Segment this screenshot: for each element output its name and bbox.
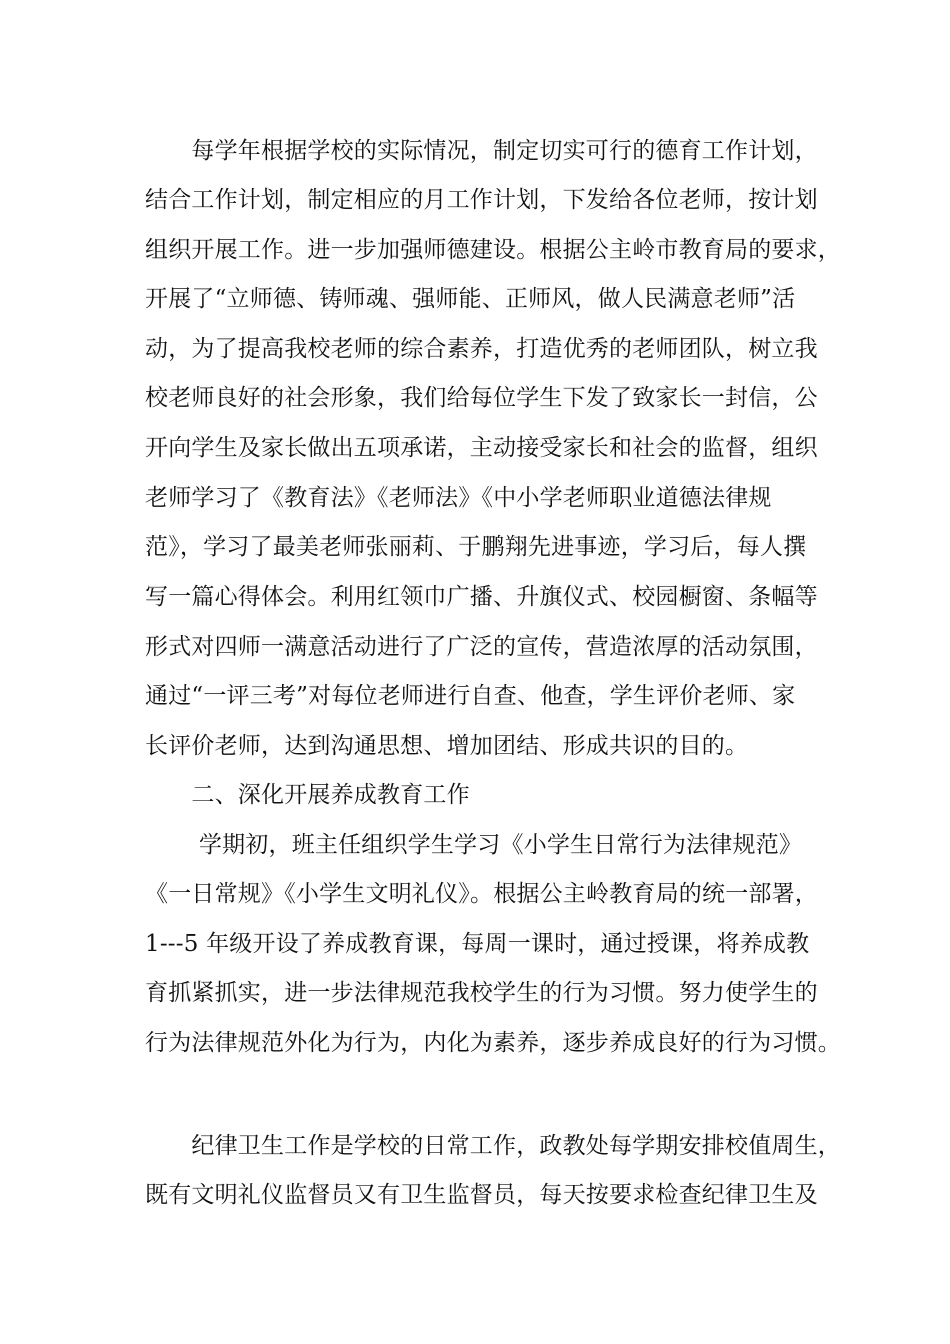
paragraph-line: 长评价老师，达到沟通思想、增加团结、形成共识的目的。 [145, 733, 749, 759]
paragraph-line: 范》，学习了最美老师张丽莉、于鹏翔先进事迹，学习后，每人撰 [145, 534, 807, 560]
paragraph-line: 开展了“立师德、铸师魂、强师能、正师风，做人民满意老师”活 [145, 286, 796, 312]
paragraph-line: 动，为了提高我校老师的综合素养，打造优秀的老师团队，树立我 [145, 336, 818, 362]
paragraph-line: 育抓紧抓实，进一步法律规范我校学生的行为习惯。努力使学生的 [145, 980, 818, 1006]
paragraph-line: 开向学生及家长做出五项承诺，主动接受家长和社会的监督，组织 [145, 435, 818, 461]
paragraph-line: 1---5 年级开设了养成教育课，每周一课时，通过授课，将养成教 [145, 931, 810, 957]
paragraph-line: 每学年根据学校的实际情况，制定切实可行的德育工作计划， [145, 138, 818, 164]
paragraph-line: 组织开展工作。进一步加强师德建设。根据公主岭市教育局的要求， [145, 237, 841, 263]
paragraph-line: 写一篇心得体会。利用红领巾广播、升旗仪式、校园橱窗、条幅等 [145, 584, 818, 610]
section-heading: 二、深化开展养成教育工作 [145, 782, 470, 808]
paragraph-line: 校老师良好的社会形象，我们给每位学生下发了致家长一封信，公 [145, 385, 818, 411]
paragraph-line: 形式对四师一满意活动进行了广泛的宣传，营造浓厚的活动氛围， [145, 634, 818, 660]
paragraph-line: 学期初，班主任组织学生学习《小学生日常行为法律规范》 [145, 832, 803, 858]
paragraph-line: 通过“一评三考”对每位老师进行自查、他查，学生评价老师、家 [145, 683, 796, 709]
paragraph-line: 纪律卫生工作是学校的日常工作，政教处每学期安排校值周生， [145, 1133, 841, 1159]
paragraph-line: 既有文明礼仪监督员又有卫生监督员，每天按要求检查纪律卫生及 [145, 1182, 818, 1208]
paragraph-line: 《一日常规》《小学生文明礼仪》。根据公主岭教育局的统一部署， [145, 881, 818, 907]
paragraph-line: 老师学习了《教育法》《老师法》《中小学老师职业道德法律规 [145, 485, 772, 511]
paragraph-line: 行为法律规范外化为行为，内化为素养，逐步养成良好的行为习惯。 [145, 1030, 841, 1056]
paragraph-line: 结合工作计划，制定相应的月工作计划，下发给各位老师，按计划 [145, 187, 818, 213]
